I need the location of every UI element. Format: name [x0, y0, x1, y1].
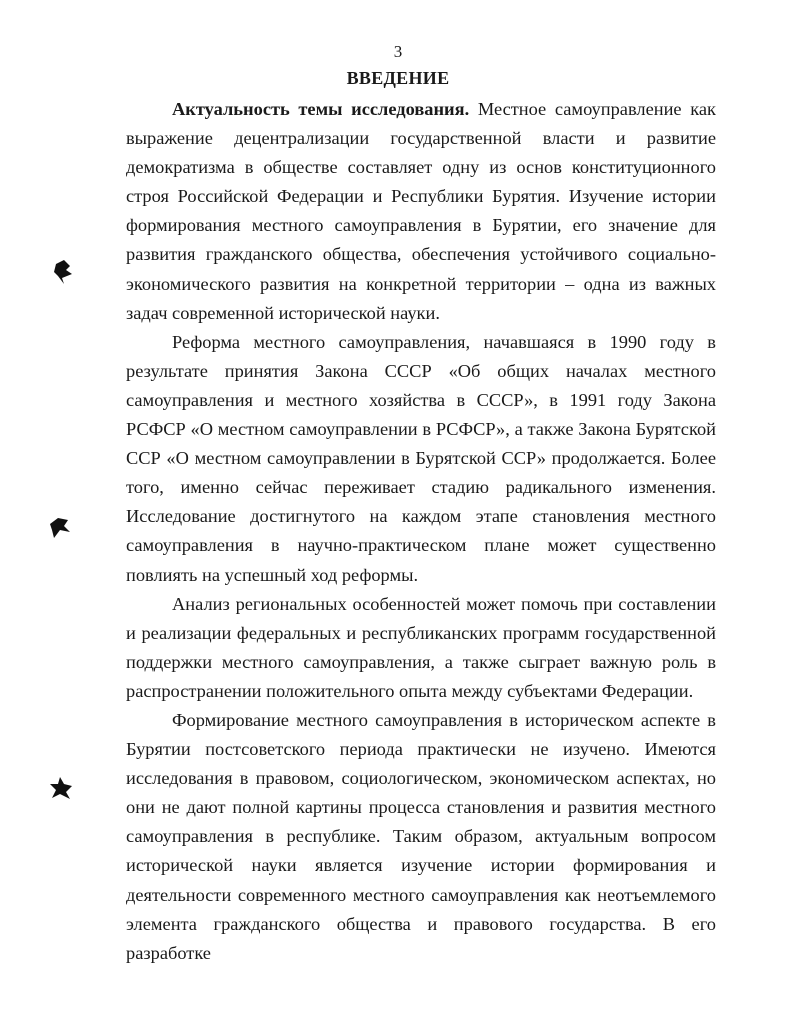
paragraph-1-lead: Актуальность темы исследования. — [172, 99, 470, 119]
paragraph-4: Формирование местного самоуправления в историческом аспекте в Бурятии постсоветского периода практически не изучено. Имеются исследования в правовом, социологическом, экономическом аспектах, но они не дают полной картины процесса становления и развития местного самоуправления в республике. Таким образом, актуальным вопросом исторической науки является изучение истории формирования и деятельности современного местного самоуправления как неотъемлемого элемента гражданского общества и правового государства. В его разработке — [126, 709, 716, 963]
ink-blot-1 — [50, 258, 78, 286]
ink-blot-2-shape — [46, 514, 74, 542]
ink-blot-1-shape — [50, 258, 78, 286]
paragraph-1-text: Местное самоуправление как выражение децентрализации государственной власти и развитие демократизма в обществе составляет одну из основ конституционного строя Российской Федерации и Республики Бурятия. Изучение истории формирования местного самоуправления в Бурятии, его значение для развития гражданского общества, обеспечения устойчивого социально-экономического развития на конкретной территории – одна из важных задач современной исторической науки. — [126, 99, 716, 323]
paragraph-1 — [126, 95, 716, 328]
ink-blot-3 — [48, 774, 76, 802]
ink-blot-3-shape — [48, 774, 76, 802]
paragraph-3: Анализ региональных особенностей может помочь при составлении и реализации федеральных и республиканских программ государственной поддержки местного самоуправления, а также сыграет важную роль в распространении положительного опыта между субъектами Федерации. — [126, 593, 716, 701]
section-heading: ВВЕДЕНИЕ — [346, 68, 450, 88]
body-text — [126, 95, 716, 968]
page-number: 3 — [393, 42, 403, 61]
paragraph-2: Реформа местного самоуправления, начавшаяся в 1990 году в результате принятия Закона СССР «Об общих началах местного самоуправления и местного хозяйства в СССР», в 1991 году Закона РСФСР «О местном самоуправлении в РСФСР», а также Закона Бурятской ССР «О местном самоуправлении в Бурятской ССР» продолжается. Более того, именно сейчас переживает стадию радикального изменения. Исследование достигнутого на каждом этапе становления местного самоуправления в научно-практическом плане может существенно повлиять на успешный ход реформы. — [126, 331, 716, 585]
ink-blot-2 — [46, 514, 74, 542]
